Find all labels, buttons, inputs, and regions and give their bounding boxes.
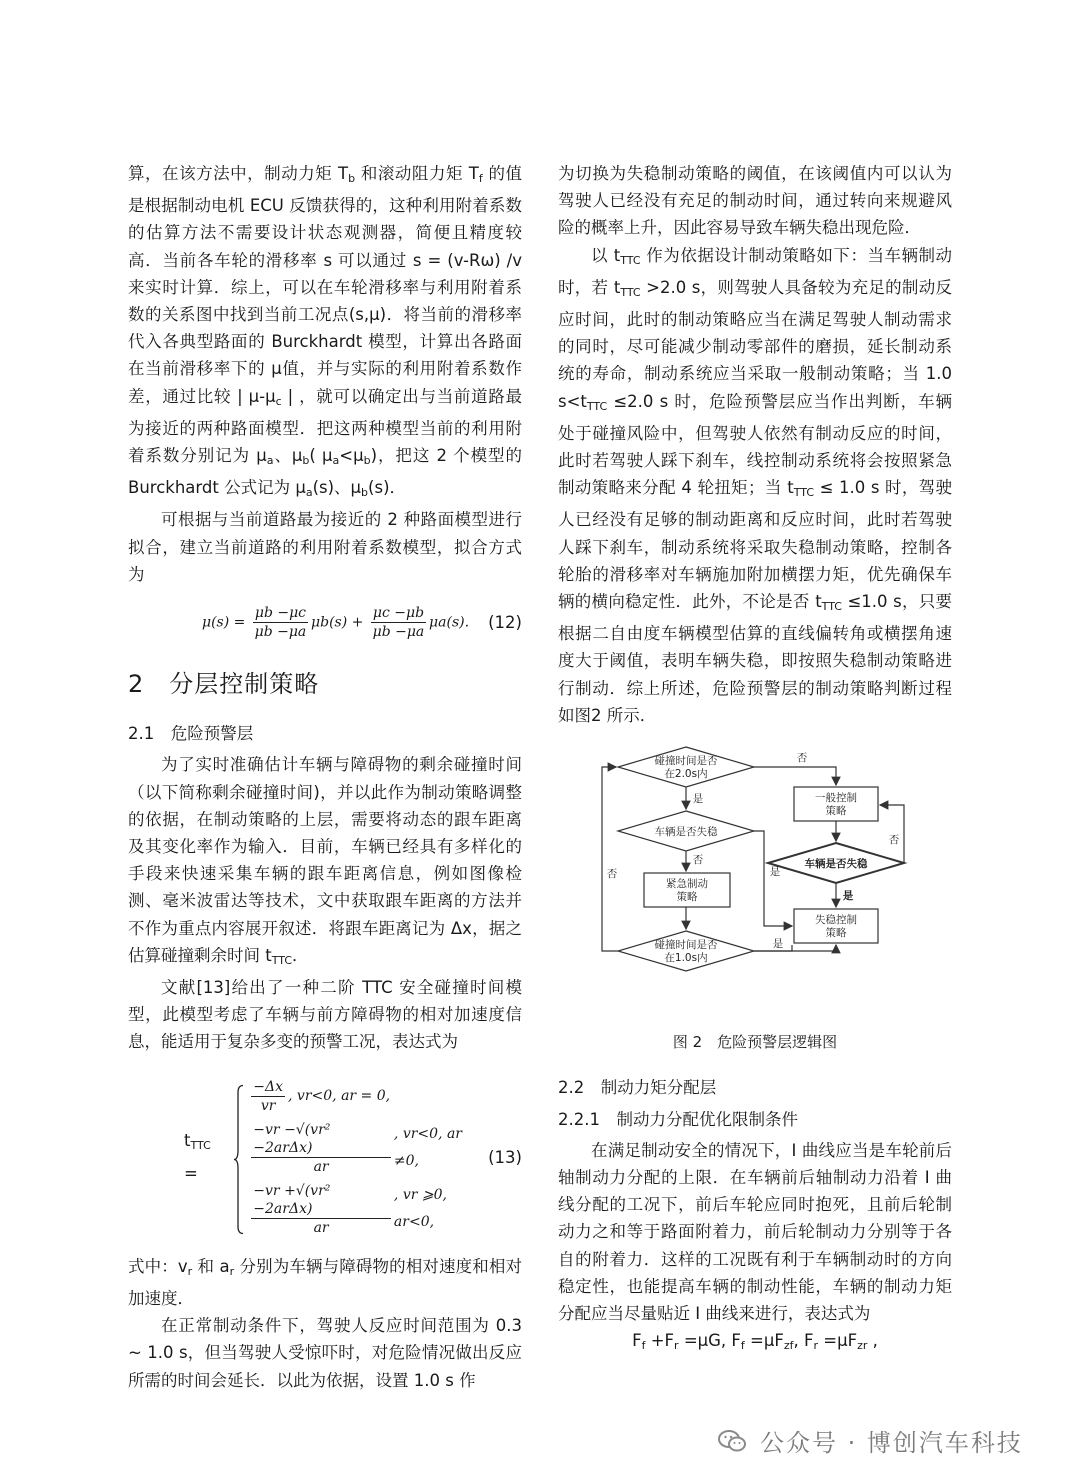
paragraph: 为切换为失稳制动策略的阈值，在该阈值内可以认为驾驶人已经没有充足的制动时间，通过转向来规避风险的概率上升，因此容易导致车辆失稳出现危险． <box>558 164 952 238</box>
wechat-icon <box>718 1429 746 1453</box>
subsection-heading: 2.2 制动力矩分配层 <box>558 1078 717 1098</box>
svg-text:是: 是 <box>772 938 784 951</box>
svg-text:否: 否 <box>606 868 618 881</box>
equation-13: $t_{TTC}$ = $\frac{-\Delta x}{vr}$ , vr<0, ar = 0, $\frac{\text{−vr −√(vr² −2arΔx)}}{ar}$ , vr<0, ar ≠0, $\frac{\text{−vr +√(vr² −2arΔx)}}{ar}$ , vr ⩾0, ar<0, (13) <box>184 1078 522 1236</box>
watermark: 公众号 · 博创汽车科技 <box>718 1423 1023 1458</box>
svg-text:失稳控制: 失稳控制 <box>815 914 857 927</box>
svg-text:是: 是 <box>769 866 781 879</box>
subsection-heading: 2.1 危险预警层 <box>128 724 254 744</box>
svg-text:在2.0s内: 在2.0s内 <box>664 768 708 781</box>
svg-text:碰撞时间是否: 碰撞时间是否 <box>654 939 718 952</box>
paragraph: 式中：$v_r$ 和 $a_r$ 分别为车辆与障碍物的相对速度和相对加速度． <box>128 1256 522 1308</box>
svg-text:车辆是否失稳: 车辆是否失稳 <box>804 858 868 871</box>
svg-text:车辆是否失稳: 车辆是否失稳 <box>654 826 718 839</box>
paragraph: 以 $t_{TTC}$ 作为依据设计制动策略如下：当车辆制动时，若 $t_{TTC} >2.0$ s，则驾驶人具备较为充足的制动反应时间，此时的制动策略应当在满足驾驶人制动需求的同时，尽可能减少制动零部件的磨损，延长制动系统的寿命，制动系统应当采取一般制动策略；当 1.0 $s<t_{TTC} \le 2.0$ s 时，危险预警层应当作出判断，车辆处于碰撞风险中，但驾驶人依然有制动反应的时间，此时若驾驶人踩下刹车，线控制动系统将会按照紧急制动策略来分配 4 轮扭矩；当 $t_{TTC} \le 1.0$ s 时，驾驶人已经没有足够的制动距离和反应时间，此时若驾驶人踩下刹车，制动系统将采取失稳制动策略，控制各轮胎的滑移率对车辆施加附加横摆力矩，优先确保车辆的横向稳定性．此外，不论是否 $t_{TTC} \le 1.0$ s，只要根据二自由度车辆模型估算的直线偏转角或横摆角速度大于阈值，表明车辆失稳，即按照失稳制动策略进行制动．综上所述，危险预警层的制动策略判断过程如图2 所示． <box>558 245 953 725</box>
left-column <box>128 160 522 1394</box>
paragraph: 为了实时准确估计车辆与障碍物的剩余碰撞时间（以下简称剩余碰撞时间)，并以此作为制动策略调整的依据，在制动策略的上层，需要将动态的跟车距离及其变化率作为输入．目前，车辆已经具有多样化的手段来快速采集车辆的跟车距离信息，例如图像检测、毫米波雷达等技术，文中获取跟车距离的方法并不作为重点内容展开叙述．将跟车距离记为 Δx，据之估算碰撞剩余时间 $t_{TTC}$． <box>128 755 522 967</box>
equation-number: (12) <box>488 612 522 632</box>
section-heading: 2 分层控制策略 <box>128 670 320 699</box>
svg-text:碰撞时间是否: 碰撞时间是否 <box>654 755 718 768</box>
paragraph: 可根据与当前道路最为接近的 2 种路面模型进行拟合，建立当前道路的利用附着系数模型，拟合方式为 <box>128 510 522 584</box>
decision-ttc-2s <box>618 747 754 787</box>
flowchart <box>598 745 952 1023</box>
svg-text:策略: 策略 <box>676 891 698 904</box>
paragraph: 在正常制动条件下，驾驶人反应时间范围为 0.3 ~ 1.0 s，但当驾驶人受惊吓时，对危险情况做出反应所需的时间会延长．以此为依据，设置 1.0 s 作 <box>128 1316 522 1390</box>
svg-text:策略: 策略 <box>825 805 847 818</box>
svg-text:策略: 策略 <box>825 927 847 940</box>
subsubsection-heading: 2.2.1 制动力分配优化限制条件 <box>558 1109 798 1129</box>
svg-text:否: 否 <box>692 854 704 867</box>
decision-ttc-1s <box>618 931 754 971</box>
svg-text:是: 是 <box>842 890 854 903</box>
svg-text:否: 否 <box>888 834 900 847</box>
figure-caption: 图 2 危险预警层逻辑图 <box>672 1033 838 1052</box>
paragraph: 算，在该方法中，制动力矩 $T_b$ 和滚动阻力矩 $T_f$ 的值是根据制动电机 ECU 反馈获得的，这种利用附着系数的估算方法不需要设计状态观测器，简便且精度较高．当前各车轮的滑移率 s 可以通过 s = (v-Rω) /v 来实时计算．综上，可以在车轮滑移率与利用附着系数的关系图中找到当前工况点(s,μ)．将当前的滑移率代入各典型路面的 Burckhardt 模型，计算出各路面在当前滑移率下的 μ值，并与实际的利用附着系数作差，通过比较 | $\mu-\mu_c$ | ，就可以确定出与当前道路最为接近的两种路面模型．把这两种模型当前的利用附着系数分别记为 $\mu_a$、$\mu_b$( $\mu_a<\mu_b$)，把这 2 个模型的 Burckhardt 公式记为 $\mu_a(s)$、$\mu_b(s)$． <box>128 164 523 500</box>
svg-text:在1.0s内: 在1.0s内 <box>664 952 708 965</box>
equation-number: (13) <box>488 1147 522 1167</box>
svg-text:否: 否 <box>796 752 808 765</box>
right-column <box>558 160 952 1360</box>
svg-text:一般控制: 一般控制 <box>815 792 857 805</box>
equation-14: $F_f +F_r =\mu G$, $F_f =\mu F_{zf}$, $F_r =\mu F_{zr}$ , <box>632 1331 878 1353</box>
paragraph: 在满足制动安全的情况下，I 曲线应当是车轮前后轴制动力分配的上限．在车辆前后轴制动力沿着 I 曲线分配的工况下，前后车轮应同时抱死，且前后轮制动力之和等于路面附着力，前后轮制动力分别等于各自的附着力．这样的工况既有利于车辆制动时的方向稳定性，也能提高车辆的制动性能，车辆的制动力矩分配应当尽量贴近 I 曲线来进行，表达式为 <box>558 1140 952 1324</box>
equation-12: μ(s) = $\frac{\mu b -\mu c}{\mu b -\mu a}$ μb(s) + $\frac{\mu c -\mu b}{\mu b -\mu a}$ μa(s). (12) <box>202 605 522 641</box>
svg-text:是: 是 <box>692 793 704 806</box>
svg-text:紧急制动: 紧急制动 <box>666 878 708 891</box>
paragraph: 文献[13]给出了一种二阶 TTC 安全碰撞时间模型，此模型考虑了车辆与前方障碍物的相对加速度信息，能适用于复杂多变的预警工况，表达式为 <box>128 978 522 1052</box>
